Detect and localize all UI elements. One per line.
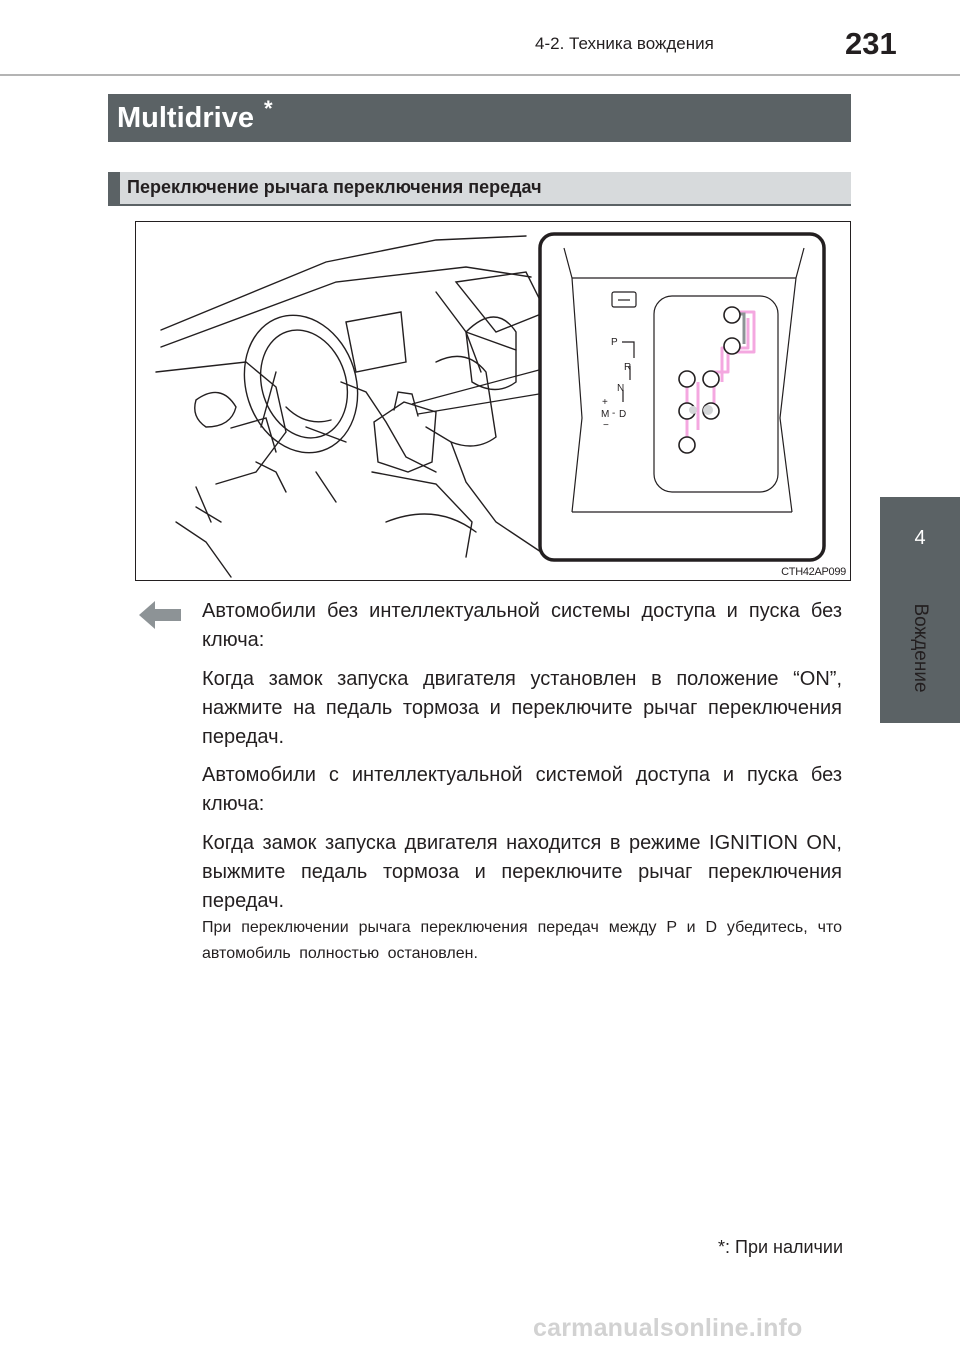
shift-illustration (135, 221, 851, 581)
arrow-left-icon (139, 600, 183, 630)
gate-label-d: D (619, 409, 627, 420)
illustration-code: CTH42AP099 (781, 566, 846, 578)
header-divider (0, 74, 960, 76)
chapter-label: Вождение (910, 603, 931, 693)
subtitle-text: Переключение рычага переключения передач (127, 177, 542, 197)
page-title: Multidrive (117, 102, 254, 134)
footnote: *: При наличии (718, 1237, 844, 1257)
page-number: 231 (845, 26, 897, 61)
paragraph-4: Когда замок запуска двигателя находится в режиме IGNITION ON, выжмите педаль тормоза и переключите рычаг переключения передач. (202, 832, 842, 912)
subtitle-bar (108, 172, 851, 206)
header-section: 4-2. Техника вождения (535, 34, 714, 53)
illustration-drawing (136, 222, 850, 580)
subtitle-accent (108, 172, 120, 204)
paragraph-2: Когда замок запуска двигателя установлен в положение “ON”, нажмите на педаль тормоза и переключите рычаг переключения передач. (202, 668, 842, 748)
chapter-number: 4 (914, 527, 926, 549)
title-asterisk: * (264, 96, 273, 121)
gate-label-m: M (601, 409, 610, 420)
gate-label-plus: + (602, 397, 608, 408)
watermark: carmanualsonline.info (533, 1314, 803, 1342)
gate-label-p: P (611, 337, 618, 348)
gate-label-r: R (624, 362, 632, 373)
gate-label-dash: - (612, 408, 616, 419)
title-bar (108, 94, 851, 142)
gate-label-n: N (617, 383, 625, 394)
note-paragraph: При переключении рычага переключения передач между P и D убедитесь, что автомобиль полностью остановлен. (202, 919, 842, 962)
gate-label-minus: − (603, 420, 609, 431)
paragraph-1: Автомобили без интеллектуальной системы доступа и пуска без ключа: (202, 600, 842, 651)
paragraph-3: Автомобили с интеллектуальной системой доступа и пуска без ключа: (202, 764, 842, 815)
